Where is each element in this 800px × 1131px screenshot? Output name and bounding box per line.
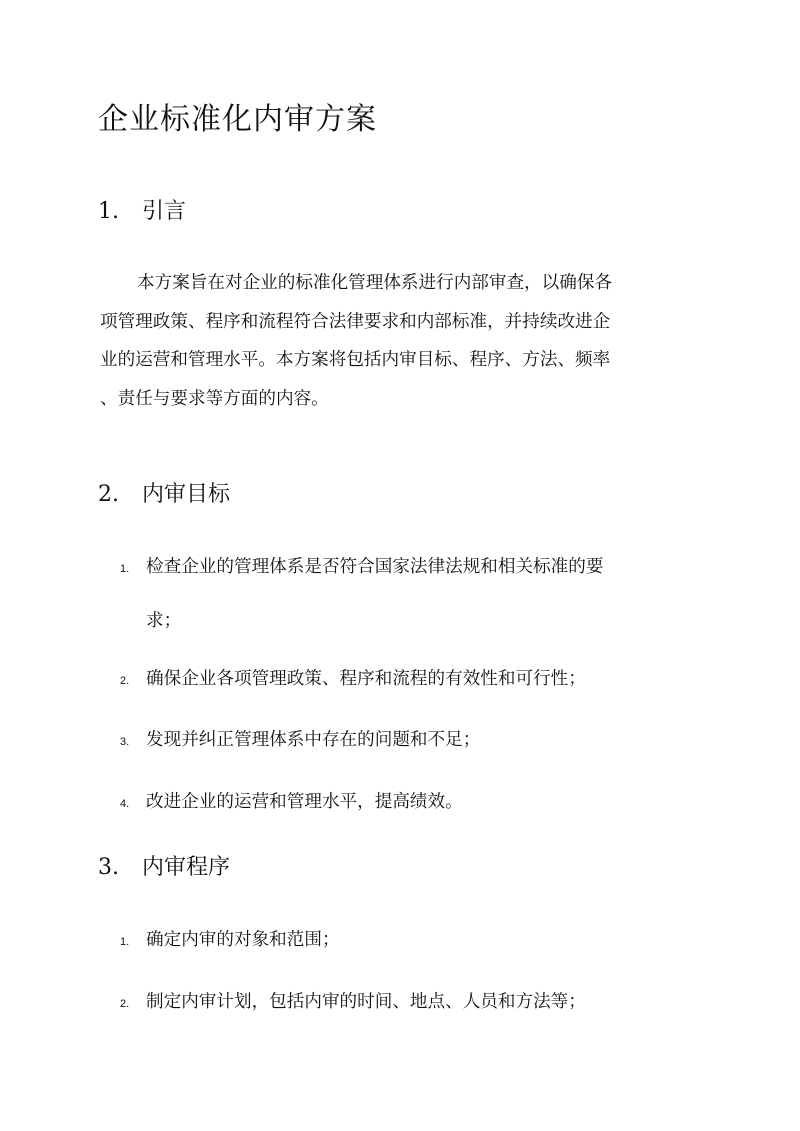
list-marker: 3. <box>120 736 130 748</box>
section-title: 内审程序 <box>142 855 231 880</box>
list-marker: 1. <box>120 936 130 948</box>
list-item-text: 确保企业各项管理政策、程序和流程的有效性和可行性； <box>146 669 586 689</box>
section-heading-audit-procedure <box>98 852 230 884</box>
list-item-text: 发现并纠正管理体系中存在的问题和不足； <box>146 730 481 750</box>
paragraph-line: 业的运营和管理水平。本方案将包括内审目标、程序、方法、频率 <box>100 350 611 370</box>
document-title: 企业标准化内审方案 <box>98 102 377 137</box>
section-heading-introduction <box>98 196 186 228</box>
list-item-text: 制定内审计划，包括内审的时间、地点、人员和方法等； <box>146 992 586 1012</box>
list-item-text: 检查企业的管理体系是否符合国家法律法规和相关标准的要 <box>146 557 604 577</box>
section-heading-audit-objectives <box>98 479 230 511</box>
section-title: 内审目标 <box>142 482 231 507</box>
list-item-text-continued: 求； <box>146 611 182 631</box>
list-marker: 2. <box>120 998 130 1010</box>
list-marker: 1. <box>120 563 130 575</box>
paragraph-line: 、责任与要求等方面的内容。 <box>100 388 329 409</box>
list-item-text: 改进企业的运营和管理水平，提高绩效。 <box>146 792 463 812</box>
list-marker: 2. <box>120 675 130 687</box>
list-item <box>120 661 700 697</box>
list-item <box>120 722 700 758</box>
list-item <box>120 549 700 639</box>
list-item <box>120 922 700 958</box>
list-item <box>120 984 700 1020</box>
section-number: 1. <box>98 199 119 224</box>
section-title: 引言 <box>142 199 187 224</box>
section-number: 3. <box>98 855 119 880</box>
list-item-text: 确定内审的对象和范围； <box>146 930 340 950</box>
list-marker: 4. <box>120 798 130 810</box>
paragraph-line: 本方案旨在对企业的标准化管理体系进行内部审查，以确保各 <box>137 273 613 293</box>
list-item <box>120 784 700 820</box>
section-number: 2. <box>98 482 119 507</box>
paragraph-line: 项管理政策、程序和流程符合法律要求和内部标准，并持续改进企 <box>100 311 611 332</box>
introduction-paragraph <box>100 264 700 418</box>
